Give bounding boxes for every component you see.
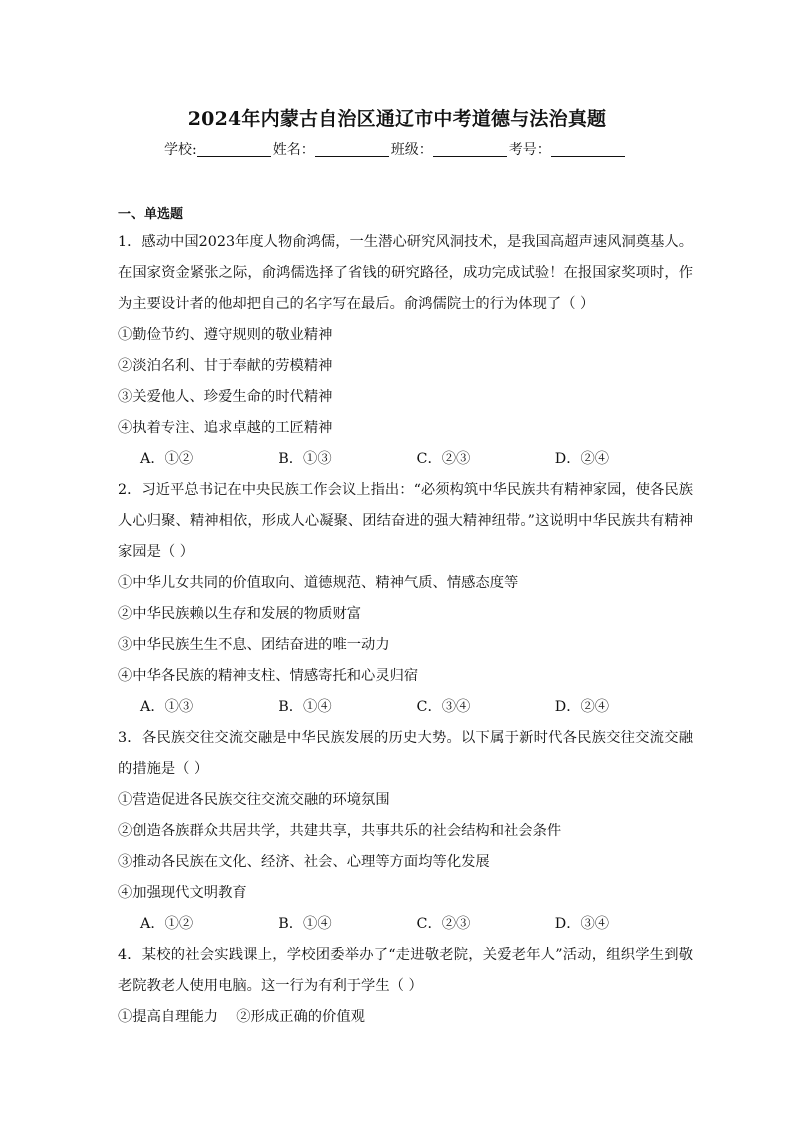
exam-no-label: 考号： [508, 142, 551, 158]
statement-option: ①中华儿女共同的价值取向、道德规范、精神气质、情感态度等 [118, 575, 519, 591]
choice-d[interactable]: D．③④ [554, 916, 610, 932]
name-blank[interactable] [315, 142, 389, 157]
school-blank[interactable] [197, 142, 271, 157]
question-stem: 2．习近平总书记在中央民族工作会议上指出：“必须构筑中华民族共有精神家园，使各民族人心归聚、精神相依，形成人心凝聚、团结奋进的强大精神纽带。”这说明中华民族共有精神家园是（ ） [118, 482, 693, 560]
question-stem: 3．各民族交往交流交融是中华民族发展的历史大势。以下属于新时代各民族交往交流交融的措施是（ ） [118, 730, 693, 777]
choice-c[interactable]: C．②③ [416, 451, 471, 467]
statement-option: ③中华民族生生不息、团结奋进的唯一动力 [118, 637, 390, 653]
statement-option: ②淡泊名利、甘于奉献的劳模精神 [118, 358, 333, 374]
answer-choices [118, 444, 693, 475]
exam-no-blank[interactable] [551, 142, 625, 157]
question [118, 940, 693, 1033]
student-info-line [164, 139, 627, 159]
statement-option: ②中华民族赖以生存和发展的物质财富 [118, 606, 362, 622]
question [118, 723, 693, 940]
choice-a[interactable]: A．①② [140, 916, 194, 932]
choice-d[interactable]: D．②④ [554, 699, 610, 715]
choice-b[interactable]: B．①④ [278, 916, 332, 932]
statement-option: ①提高自理能力 ②形成正确的价值观 [118, 1009, 365, 1025]
question-stem: 1．感动中国2023年度人物俞鸿儒，一生潜心研究风洞技术，是我国高超声速风洞奠基人。在国家资金紧张之际，俞鸿儒选择了省钱的研究路径，成功完成试验！在报国家奖项时，作为主要设计者的他却把自己的名字写在最后。俞鸿儒院士的行为体现了（ ） [118, 234, 693, 312]
choice-b[interactable]: B．①③ [278, 451, 332, 467]
class-blank[interactable] [433, 142, 507, 157]
statement-option: ④执着专注、追求卓越的工匠精神 [118, 420, 333, 436]
answer-choices [118, 692, 693, 723]
statement-option: ②创造各族群众共居共学，共建共享，共事共乐的社会结构和社会条件 [118, 823, 562, 839]
question-stem: 4．某校的社会实践课上，学校团委举办了“走进敬老院，关爱老年人”活动，组织学生到敬老院教老人使用电脑。这一行为有利于学生（ ） [118, 947, 693, 994]
statement-option: ③推动各民族在文化、经济、社会、心理等方面均等化发展 [118, 854, 490, 870]
statement-option: ④加强现代文明教育 [118, 885, 247, 901]
name-label: 姓名： [272, 142, 315, 158]
choice-c[interactable]: C．②③ [416, 916, 471, 932]
statement-option: ③关爱他人、珍爱生命的时代精神 [118, 389, 333, 405]
choice-d[interactable]: D．②④ [554, 451, 610, 467]
question [118, 227, 693, 475]
school-label: 学校: [164, 142, 197, 158]
choice-b[interactable]: B．①④ [278, 699, 332, 715]
answer-choices [118, 909, 693, 940]
statement-option: ①勤俭节约、遵守规则的敬业精神 [118, 327, 333, 343]
statement-option: ①营造促进各民族交往交流交融的环境氛围 [118, 792, 390, 808]
class-label: 班级： [390, 142, 433, 158]
statement-option: ④中华各民族的精神支柱、情感寄托和心灵归宿 [118, 668, 419, 684]
section-title: 一、单选题 [118, 207, 184, 222]
choice-c[interactable]: C．③④ [416, 699, 471, 715]
questions-list [118, 227, 693, 1033]
choice-a[interactable]: A．①② [140, 451, 194, 467]
choice-a[interactable]: A．①③ [140, 699, 194, 715]
question [118, 475, 693, 723]
page-title: 2024年内蒙古自治区通辽市中考道德与法治真题 [187, 108, 607, 130]
